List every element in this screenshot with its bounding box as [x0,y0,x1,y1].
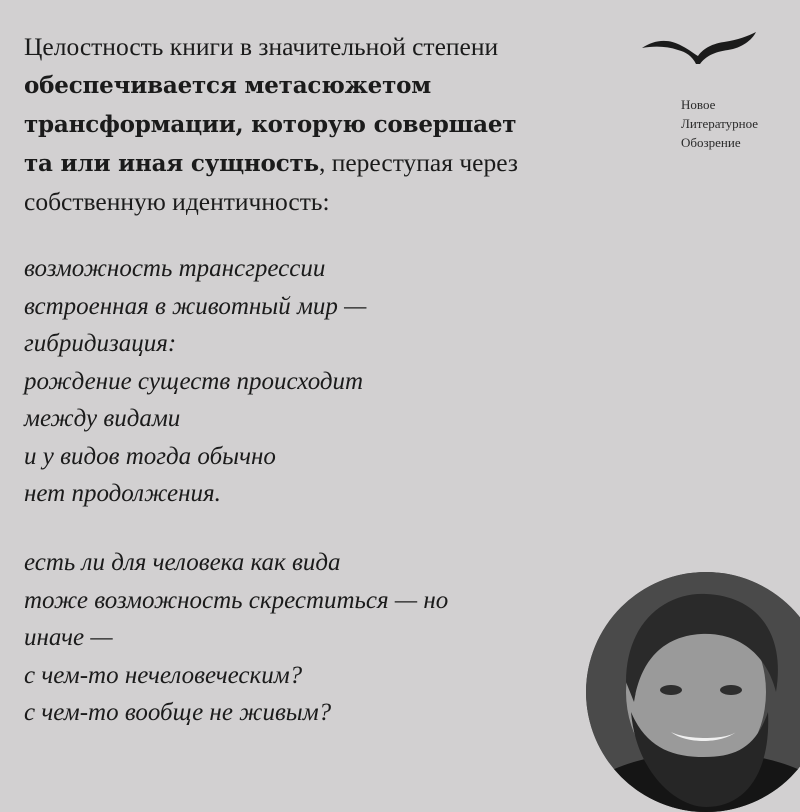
author-portrait [586,572,800,812]
poem-line: между видами [24,405,181,432]
brand-line-3: Обозрение [681,135,741,150]
tilde-logo-icon [640,26,760,66]
intro-lead: Целостность книги в значительной степени [24,32,499,61]
poem-line: гибридизация: [24,330,177,357]
poem-line: иначе — [24,624,113,651]
poem-line: с чем-то вообще не живым? [24,699,332,726]
poem-line: рождение существ происходит [24,367,364,395]
poem-line: тоже возможность скреститься — но [24,586,449,614]
poem-line: есть ли для человека как вида [24,549,341,576]
publisher-brand [681,95,758,152]
intro-tail-1: , переступая через [318,148,518,177]
intro-paragraph [24,28,614,221]
intro-bold-1: обеспечивается метасюжетом [24,72,432,99]
poem-line: с чем-то нечеловеческим? [24,661,303,689]
poem-line: возможность трансгрессии [24,255,326,282]
intro-tail-2: собственную идентичность: [24,187,330,216]
poem-stanza-2 [24,544,584,732]
poem-line: и у видов тогда обычно [24,442,276,470]
brand-line-1: Новое [681,97,716,112]
brand-line-2: Литературное [681,116,759,131]
poem-line: нет продолжения. [24,480,221,507]
poem-line: встроенная в животный мир — [24,292,367,320]
intro-bold-2: трансформации, которую совершает [24,111,517,138]
poem-stanza-1 [24,250,584,513]
intro-bold-3: та или иная сущность [24,150,319,177]
